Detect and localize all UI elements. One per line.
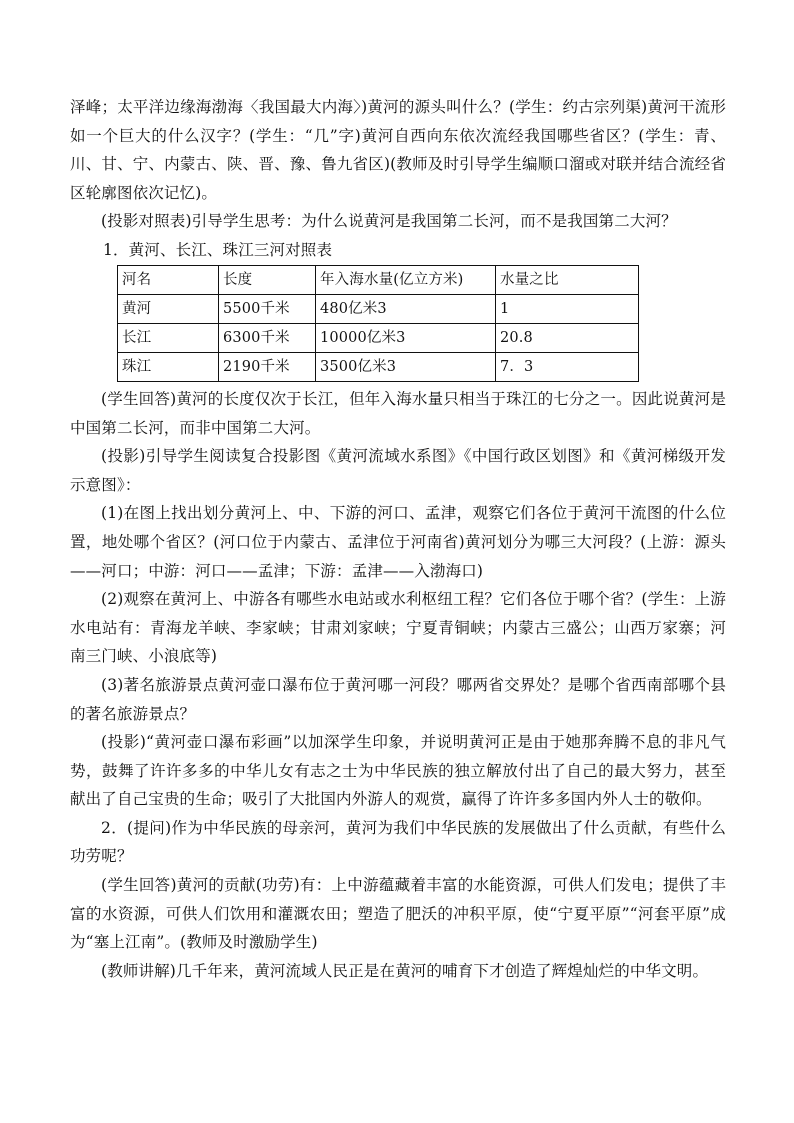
paragraph-question-2: (2)观察在黄河上、中游各有哪些水电站或水利枢纽工程？它们各位于哪个省？(学生：上游水电站有：青海龙羊峡、李家峡；甘肃刘家峡；宁夏青铜峡；内蒙古三盛公；山西万家寨；河南三门峡、小浪底等) [70,590,726,666]
paragraph-contribution-answer: (学生回答)黄河的贡献(功劳)有：上中游蕴藏着丰富的水能资源，可供人们发电；提供了丰富的水资源，可供人们饮用和灌溉农田；塑造了肥沃的冲积平原，使“宁夏平原”“河套平原”成为“塞上江南”。(教师及时激励学生) [70,876,726,952]
table-header-cell: 河名 [118,265,219,294]
table-cell: 480亿米3 [316,294,496,323]
table-row [118,352,639,381]
paragraph-question-3: (3)著名旅游景点黄河壶口瀑布位于黄河哪一河段？哪两省交界处？是哪个省西南部哪个县的著名旅游景点？ [70,675,726,723]
table-cell: 长江 [118,323,219,352]
table-cell: 黄河 [118,294,219,323]
table-cell: 珠江 [118,352,219,381]
paragraph-teacher-explanation: (教师讲解)几千年来，黄河流域人民正是在黄河的哺育下才创造了辉煌灿烂的中华文明。 [101,961,709,980]
paragraph-continuation: 泽峰；太平洋边缘海渤海〈我国最大内海〉)黄河的源头叫什么？(学生：约古宗列渠)黄河干流形如一个巨大的什么汉字？(学生：“几”字)黄河自西向东依次流经我国哪些省区？(学生：青、川、甘、宁、内蒙古、陕、晋、豫、鲁九省区)(教师及时引导学生编顺口溜或对联并结合流经省区轮廓图依次记忆)。 [70,98,726,202]
paragraph-projection-question: (投影对照表)引导学生思考：为什么说黄河是我国第二长河，而不是我国第二大河？ [101,212,677,231]
table-row [118,323,639,352]
document-page [70,93,726,985]
table-title: 1．黄河、长江、珠江三河对照表 [103,240,333,259]
paragraph-contribution-question: 2．(提问)作为中华民族的母亲河，黄河为我们中华民族的发展做出了什么贡献，有些什么功劳呢？ [70,818,726,866]
paragraph-student-answer-length: (学生回答)黄河的长度仅次于长江，但年入海水量只相当于珠江的七分之一。因此说黄河是中国第二长河，而非中国第二大河。 [70,389,726,437]
table-cell: 20.8 [496,323,639,352]
table-header-cell: 年入海水量(亿立方米) [316,265,496,294]
table-cell: 10000亿米3 [316,323,496,352]
table-cell: 5500千米 [219,294,316,323]
table-row [118,294,639,323]
paragraph-waterfall-painting: (投影)“黄河壶口瀑布彩画”以加深学生印象，并说明黄河正是由于她那奔腾不息的非凡气势，鼓舞了许许多多的中华儿女有志之士为中华民族的独立解放付出了自己的最大努力，甚至献出了自己宝贵的生命；吸引了大批国内外游人的观赏，赢得了许许多多国内外人士的敬仰。 [70,733,726,809]
table-cell: 1 [496,294,639,323]
table-header-row [118,265,639,294]
paragraph-question-1: (1)在图上找出划分黄河上、中、下游的河口、孟津，观察它们各位于黄河干流图的什么位置，地处哪个省区？(河口位于内蒙古、孟津位于河南省)黄河划分为哪三大河段？(上游：源头——河口；中游：河口——孟津；下游：孟津——入渤海口) [70,504,726,580]
table-header-cell: 水量之比 [496,265,639,294]
river-comparison-table [117,265,639,382]
paragraph-projection-maps: (投影)引导学生阅读复合投影图《黄河流域水系图》《中国行政区划图》和《黄河梯级开发示意图》： [70,447,726,494]
table-cell: 6300千米 [219,323,316,352]
table-cell: 2190千米 [219,352,316,381]
table-header-cell: 长度 [219,265,316,294]
table-cell: 3500亿米3 [316,352,496,381]
table-cell: 7．3 [496,352,639,381]
